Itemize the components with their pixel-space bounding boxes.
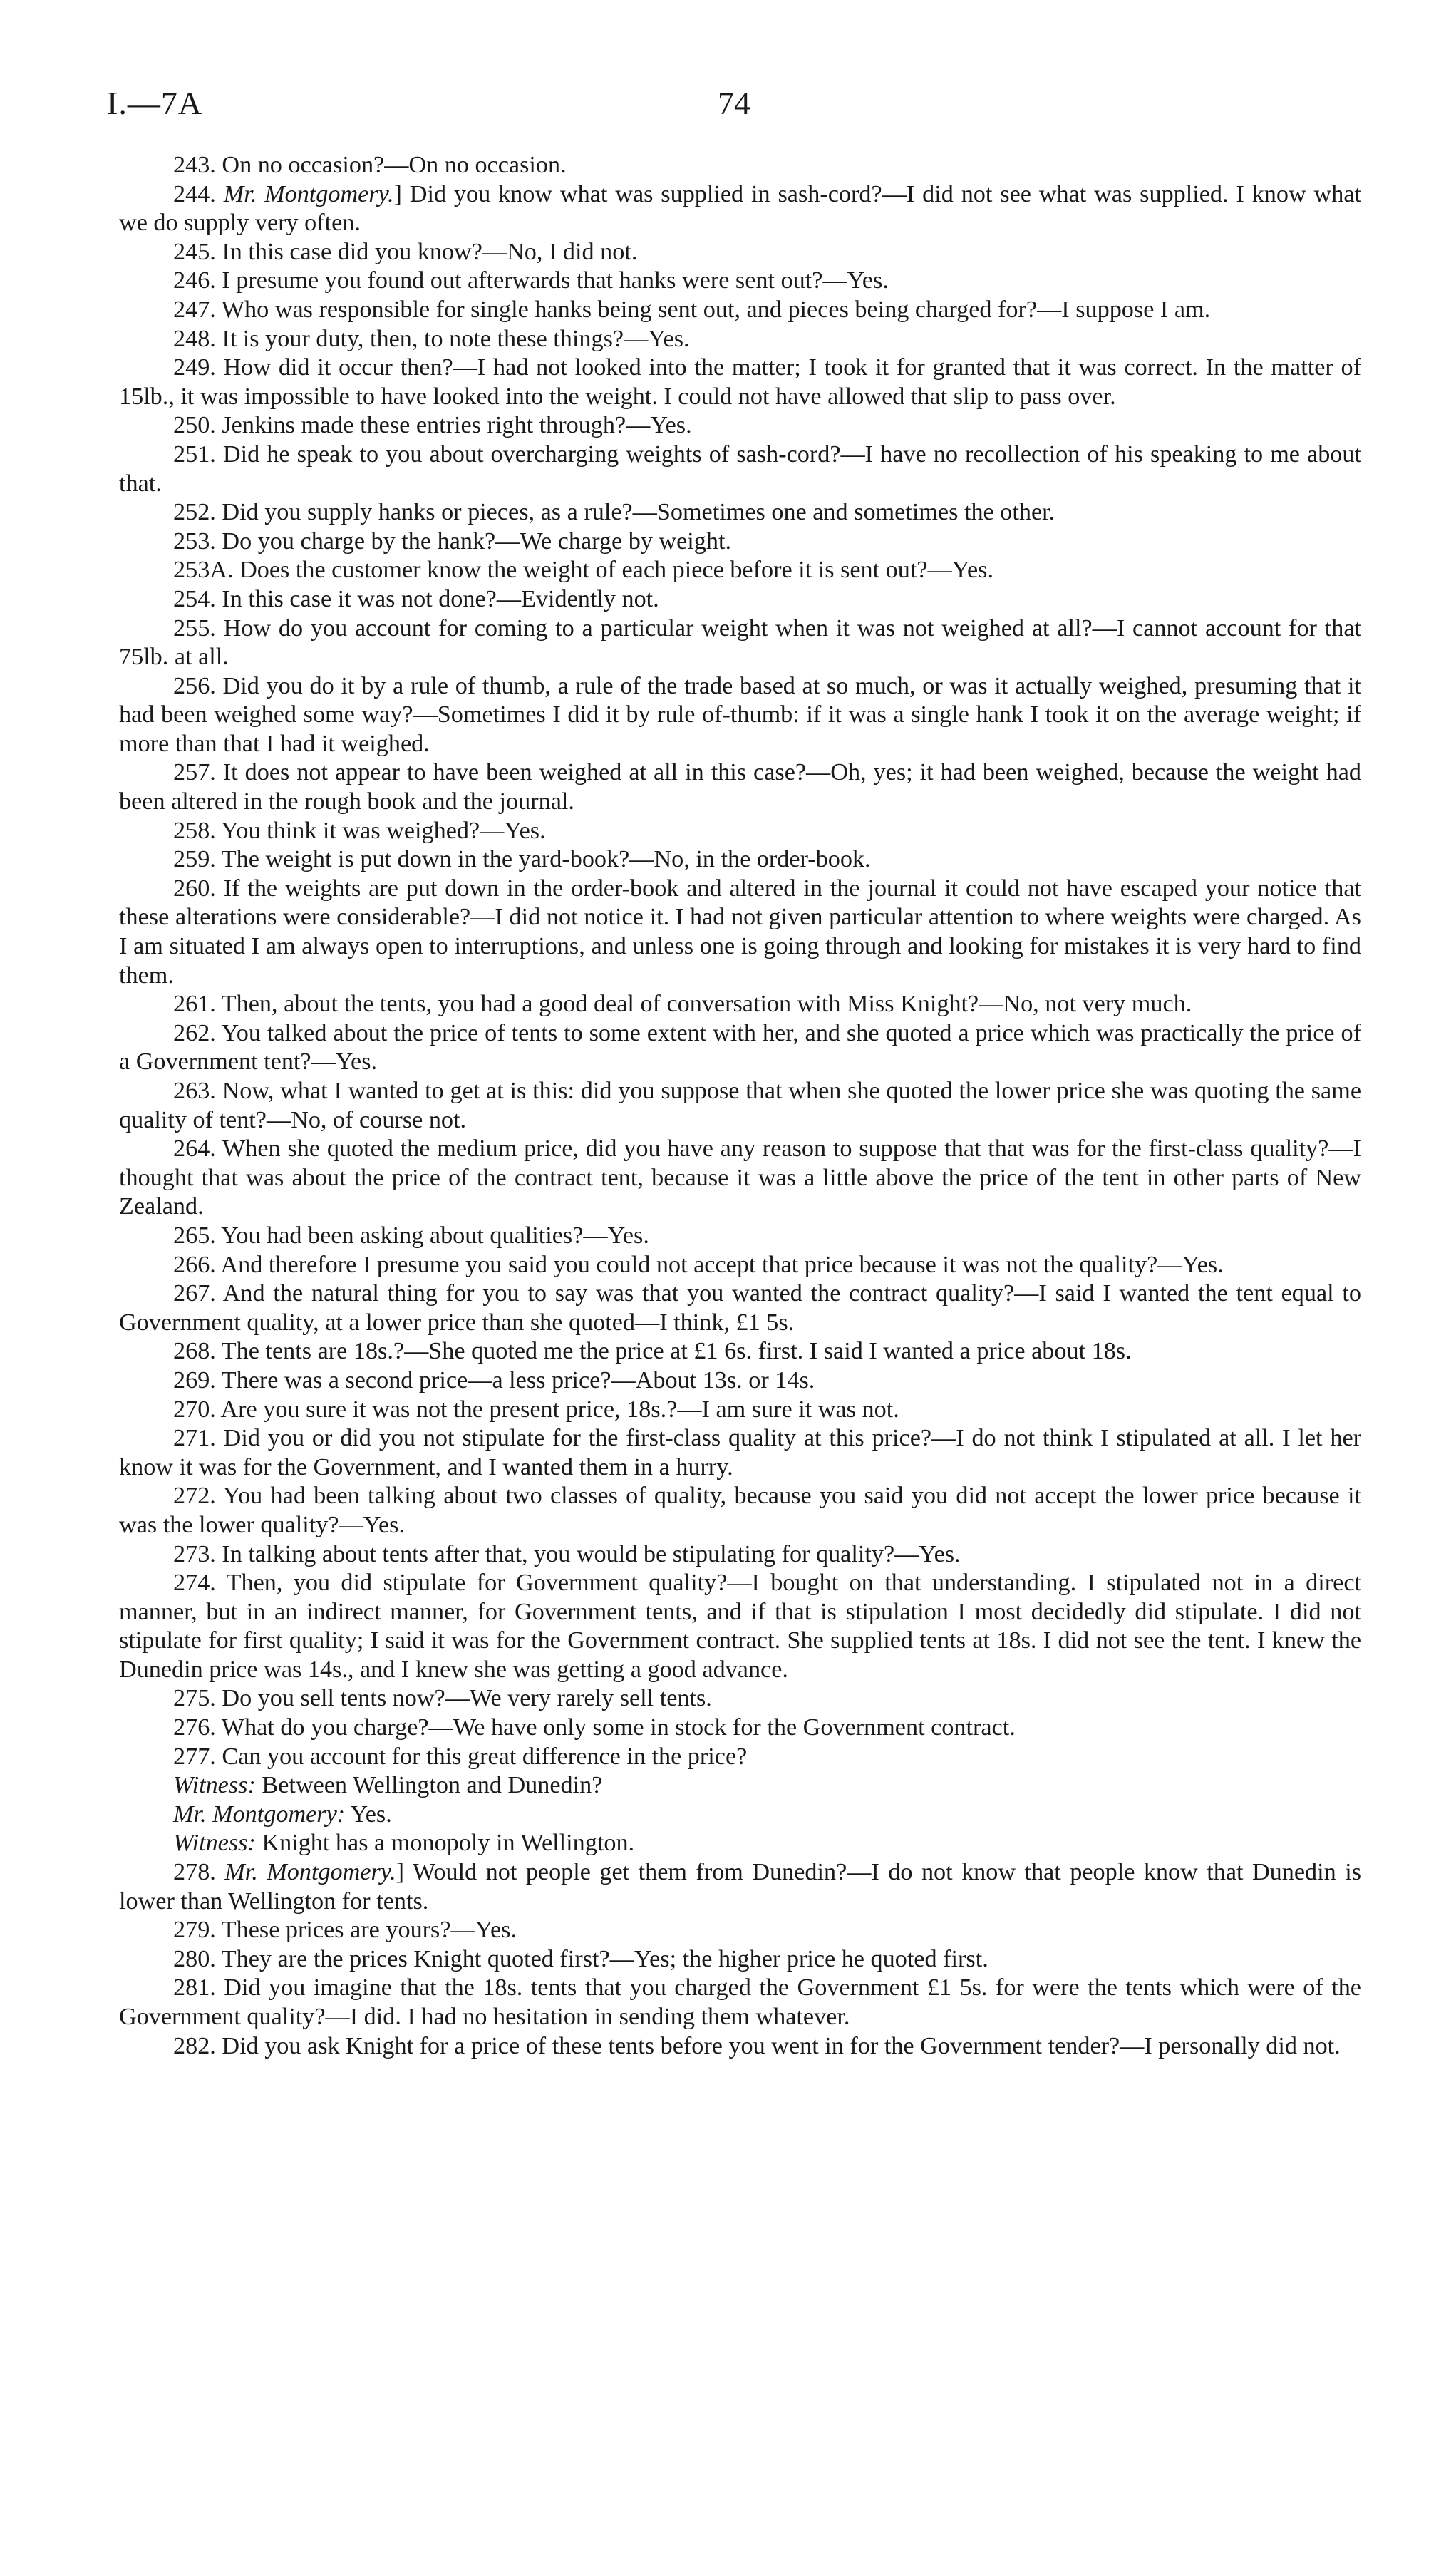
paragraph-text: 253A. Does the customer know the weight of each piece before it is sent out?—Yes. xyxy=(173,557,994,584)
paragraph-text: 262. You talked about the price of tents to some extent with her, and she quoted a price which was practically the price of a Government tent?—Yes. xyxy=(119,1019,1361,1076)
testimony-paragraph xyxy=(119,1540,1361,1570)
testimony-paragraph xyxy=(119,1337,1361,1366)
paragraph-text: 271. Did you or did you not stipulate for the first-class quality at this price?—I do not think I stipulated at all. I let her know it was for the Government, and I wanted them in a hurry. xyxy=(119,1425,1361,1480)
speaker-name: Mr. Montgomery: xyxy=(173,1800,346,1828)
testimony-paragraph xyxy=(119,296,1361,325)
testimony-paragraph xyxy=(119,614,1361,672)
paragraph-text: 263. Now, what I wanted to get at is this: did you suppose that when she quoted the lower price she was quoting the same quality of tent?—No, of course not. xyxy=(119,1078,1361,1133)
testimony-paragraph xyxy=(119,1684,1361,1714)
paragraph-text: 270. Are you sure it was not the present price, 18s.?—I am sure it was not. xyxy=(173,1396,899,1423)
testimony-paragraph xyxy=(119,875,1361,990)
paragraph-text: 282. Did you ask Knight for a price of these tents before you went in for the Government tender?—I personally did not. xyxy=(173,2032,1341,2059)
paragraph-text: 243. On no occasion?—On no occasion. xyxy=(173,152,567,178)
paragraph-text: 265. You had been asking about qualities?—Yes. xyxy=(173,1222,649,1249)
paragraph-text: 272. You had been talking about two classes of quality, because you said you did not accept the lower price because it was the lower quality?—Yes. xyxy=(119,1483,1361,1538)
speaker-name: Witness: xyxy=(173,1772,256,1799)
paragraph-text: 277. Can you account for this great difference in the price? xyxy=(173,1743,748,1770)
paragraph-text: 273. In talking about tents after that, you would be stipulating for quality?—Yes. xyxy=(173,1540,961,1567)
evidence-text xyxy=(119,151,1361,2061)
testimony-paragraph xyxy=(119,817,1361,846)
paragraph-text: 266. And therefore I presume you said you could not accept that price because it was not the quality?—Yes. xyxy=(173,1251,1224,1278)
paragraph-text: 257. It does not appear to have been weighed at all in this case?—Oh, yes; it had been weighed, because the weight had been altered in the rough book and the journal. xyxy=(119,759,1361,815)
testimony-paragraph xyxy=(119,1424,1361,1482)
testimony-paragraph xyxy=(119,990,1361,1019)
testimony-paragraph xyxy=(119,2032,1361,2061)
paragraph-text: ] Would not people get them from Dunedin?—I do not know that people know that Dunedin is lower than Wellington for tents. xyxy=(119,1859,1361,1915)
testimony-paragraph xyxy=(119,1222,1361,1251)
speaker-name: Mr. Montgomery. xyxy=(224,1859,396,1886)
testimony-paragraph xyxy=(119,1974,1361,2031)
paragraph-text: 253. Do you charge by the hank?—We charge by weight. xyxy=(173,527,732,555)
testimony-paragraph xyxy=(119,1569,1361,1684)
paragraph-text: 248. It is your duty, then, to note these things?—Yes. xyxy=(173,325,690,352)
paragraph-text: 246. I presume you found out afterwards that hanks were sent out?—Yes. xyxy=(173,267,889,294)
testimony-paragraph xyxy=(119,1771,1361,1800)
testimony-paragraph xyxy=(119,1077,1361,1135)
testimony-paragraph xyxy=(119,1858,1361,1916)
testimony-paragraph xyxy=(119,1829,1361,1858)
paragraph-text: 245. In this case did you know?—No, I did not. xyxy=(173,238,638,265)
paragraph-text: Yes. xyxy=(345,1800,392,1828)
testimony-paragraph xyxy=(119,1800,1361,1830)
paragraph-text: 275. Do you sell tents now?—We very rarely sell tents. xyxy=(173,1685,712,1712)
testimony-paragraph xyxy=(119,411,1361,441)
paragraph-text: 256. Did you do it by a rule of thumb, a rule of the trade based at so much, or was it actually weighed, presuming that it had been weighed some way?—Sometimes I did it by rule of-thumb: if it was a single hank I took it on the average weight; if more than that I had it weighed. xyxy=(119,672,1361,757)
paragraph-text: 249. How did it occur then?—I had not looked into the matter; I took it for granted that it was correct. In the matter of 15lb., it was impossible to have looked into the weight. I could not have allowed that slip to pass over. xyxy=(119,354,1361,410)
page-number: 74 xyxy=(718,85,750,121)
testimony-paragraph xyxy=(119,441,1361,498)
paragraph-text: 276. What do you charge?—We have only some in stock for the Government contract. xyxy=(173,1714,1016,1741)
testimony-paragraph xyxy=(119,498,1361,527)
paragraph-text: 280. They are the prices Knight quoted first?—Yes; the higher price he quoted first. xyxy=(173,1945,988,1972)
testimony-paragraph xyxy=(119,1251,1361,1280)
paragraph-text: ] Did you know what was supplied in sash-cord?—I did not see what was supplied. I know what we do supply very often. xyxy=(119,180,1362,237)
testimony-paragraph xyxy=(119,1743,1361,1772)
paragraph-text: 264. When she quoted the medium price, did you have any reason to suppose that that was for the first-class quality?—I thought that was about the price of the contract tent, because it was a little above the price of the tent in other parts of New Zealand. xyxy=(119,1135,1361,1220)
paragraph-text: 261. Then, about the tents, you had a good deal of conversation with Miss Knight?—No, not very much. xyxy=(173,991,1192,1018)
paragraph-text: Between Wellington and Dunedin? xyxy=(255,1772,603,1799)
paragraph-text: Knight has a monopoly in Wellington. xyxy=(255,1830,635,1857)
testimony-paragraph xyxy=(119,354,1361,411)
testimony-paragraph xyxy=(119,845,1361,875)
testimony-paragraph xyxy=(119,1019,1361,1077)
paragraph-text: 259. The weight is put down in the yard-book?—No, in the order-book. xyxy=(173,846,871,873)
paragraph-text: 260. If the weights are put down in the order-book and altered in the journal it could not have escaped your notice that these alterations were considerable?—I did not notice it. I had not given particular attention to where weights were charged. As I am situated I am always open to interruptions, and unless one is going through and looking for mistakes it is very hard to find them. xyxy=(119,875,1361,989)
paragraph-text: 274. Then, you did stipulate for Government quality?—I bought on that understanding. I stipulated not in a direct manner, but in an indirect manner, for Government tents, and if that is stipulation I most decidedly did stipulate. I did not stipulate for first quality; I said it was for the Government contract. She supplied tents at 18s. I did not see the tent. I knew the Dunedin price was 14s., and I knew she was getting a good advance. xyxy=(119,1570,1361,1683)
testimony-paragraph xyxy=(119,325,1361,354)
testimony-paragraph xyxy=(119,180,1361,238)
speaker-name: Mr. Montgomery. xyxy=(223,180,394,207)
question-number: 278. xyxy=(173,1859,225,1886)
paragraph-text: 281. Did you imagine that the 18s. tents that you charged the Government £1 5s. for were the tents which were of the Government quality?—I did. I had no hesitation in sending them whatever. xyxy=(119,1974,1361,2030)
speaker-name: Witness: xyxy=(173,1830,256,1857)
testimony-paragraph xyxy=(119,1396,1361,1425)
testimony-paragraph xyxy=(119,556,1361,585)
paragraph-text: 250. Jenkins made these entries right through?—Yes. xyxy=(173,412,692,439)
paragraph-text: 258. You think it was weighed?—Yes. xyxy=(173,817,546,844)
testimony-paragraph xyxy=(119,1366,1361,1396)
paragraph-text: 252. Did you supply hanks or pieces, as a rule?—Sometimes one and sometimes the other. xyxy=(173,499,1055,526)
paragraph-text: 254. In this case it was not done?—Evidently not. xyxy=(173,585,659,612)
testimony-paragraph xyxy=(119,1135,1361,1222)
paragraph-text: 268. The tents are 18s.?—She quoted me the price at £1 6s. first. I said I wanted a price about 18s. xyxy=(173,1338,1132,1365)
paragraph-text: 269. There was a second price—a less price?—About 13s. or 14s. xyxy=(173,1366,815,1393)
page-header xyxy=(107,84,1361,127)
paragraph-text: 247. Who was responsible for single hanks being sent out, and pieces being charged for?—I suppose I am. xyxy=(173,296,1211,323)
testimony-paragraph xyxy=(119,1945,1361,1974)
testimony-paragraph xyxy=(119,1482,1361,1540)
paragraph-text: 279. These prices are yours?—Yes. xyxy=(173,1917,517,1944)
paragraph-text: 251. Did he speak to you about overcharging weights of sash-cord?—I have no recollection of his speaking to me about that. xyxy=(119,441,1361,497)
testimony-paragraph xyxy=(119,151,1361,180)
testimony-paragraph xyxy=(119,585,1361,614)
paragraph-text: 255. How do you account for coming to a particular weight when it was not weighed at all?—I cannot account for that 75lb. at all. xyxy=(119,614,1361,671)
testimony-paragraph xyxy=(119,758,1361,816)
testimony-paragraph xyxy=(119,1279,1361,1337)
question-number: 244. xyxy=(173,180,224,207)
testimony-paragraph xyxy=(119,267,1361,296)
testimony-paragraph xyxy=(119,238,1361,267)
testimony-paragraph xyxy=(119,1916,1361,1945)
testimony-paragraph xyxy=(119,527,1361,557)
testimony-paragraph xyxy=(119,672,1361,759)
paragraph-text: 267. And the natural thing for you to say was that you wanted the contract quality?—I said I wanted the tent equal to Government quality, at a lower price than she quoted—I think, £1 5s. xyxy=(119,1280,1361,1336)
testimony-paragraph xyxy=(119,1714,1361,1743)
document-reference: I.—7A xyxy=(107,85,203,121)
